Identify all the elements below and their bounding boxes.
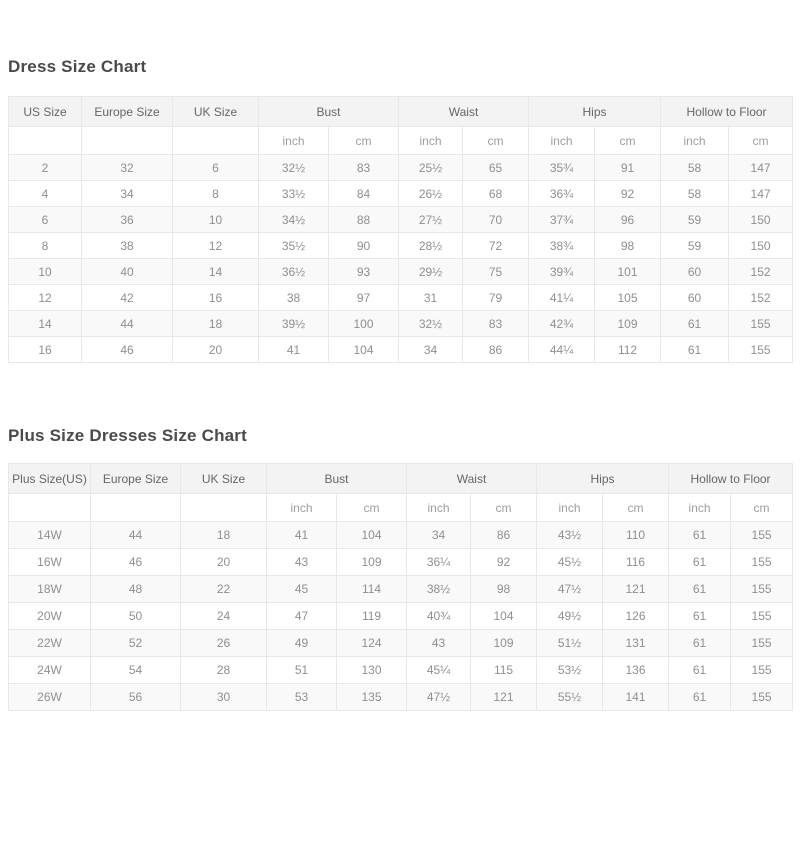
table-cell: 96 [595,207,661,233]
table-cell: 36¾ [529,181,595,207]
table-cell: 18W [9,576,91,603]
table-cell: 121 [603,576,669,603]
table-cell: 38¾ [529,233,595,259]
table-cell: 61 [669,603,731,630]
table-cell: 28½ [399,233,463,259]
unit-header-inch: inch [537,494,603,522]
table-row [9,181,793,207]
table-cell: 34 [82,181,173,207]
table-cell: 18 [181,522,267,549]
table-cell: 150 [729,233,793,259]
table-cell: 8 [173,181,259,207]
dress-size-table-body [9,155,793,363]
column-header-bust: Bust [259,97,399,127]
table-cell: 155 [731,522,793,549]
unit-header-cm: cm [471,494,537,522]
table-cell: 84 [329,181,399,207]
table-cell: 26W [9,684,91,711]
unit-header-cm: cm [329,127,399,155]
table-cell: 27½ [399,207,463,233]
table-cell: 43½ [537,522,603,549]
unit-header-inch: inch [399,127,463,155]
table-cell: 68 [463,181,529,207]
table-cell: 24 [181,603,267,630]
table-cell: 105 [595,285,661,311]
column-header-us-size: US Size [9,97,82,127]
table-cell: 8 [9,233,82,259]
table-cell: 32½ [399,311,463,337]
dress-size-table [8,96,793,363]
table-cell: 114 [337,576,407,603]
table-cell: 104 [471,603,537,630]
unit-header-inch: inch [529,127,595,155]
table-cell: 28 [181,657,267,684]
table-row [9,522,793,549]
table-cell: 109 [337,549,407,576]
table-cell: 25½ [399,155,463,181]
table-cell: 104 [329,337,399,363]
table-cell: 59 [661,207,729,233]
table-cell: 12 [173,233,259,259]
table-cell: 155 [731,576,793,603]
table-cell: 97 [329,285,399,311]
table-cell: 31 [399,285,463,311]
table-cell: 51½ [537,630,603,657]
table-cell: 40 [82,259,173,285]
empty-header-cell [173,127,259,155]
dress-size-table-header [9,97,793,155]
table-cell: 135 [337,684,407,711]
table-cell: 34½ [259,207,329,233]
page-content [0,57,800,711]
table-cell: 46 [91,549,181,576]
table-cell: 75 [463,259,529,285]
table-cell: 36½ [259,259,329,285]
table-cell: 61 [669,576,731,603]
table-cell: 155 [731,603,793,630]
table-row [9,549,793,576]
table-cell: 51 [267,657,337,684]
plus-size-table-header [9,464,793,522]
column-header-europe-size: Europe Size [82,97,173,127]
table-cell: 44¼ [529,337,595,363]
table-cell: 6 [173,155,259,181]
table-cell: 34 [407,522,471,549]
table-cell: 38½ [407,576,471,603]
table-cell: 110 [603,522,669,549]
table-cell: 41 [259,337,329,363]
empty-header-cell [181,494,267,522]
table-cell: 48 [91,576,181,603]
table-cell: 26½ [399,181,463,207]
unit-header-cm: cm [731,494,793,522]
table-cell: 37¾ [529,207,595,233]
table-cell: 35¾ [529,155,595,181]
table-row [9,657,793,684]
table-cell: 47 [267,603,337,630]
table-cell: 45¼ [407,657,471,684]
column-header-hips: Hips [537,464,669,494]
table-cell: 147 [729,155,793,181]
column-header-bust: Bust [267,464,407,494]
table-cell: 42¾ [529,311,595,337]
table-cell: 16W [9,549,91,576]
table-cell: 155 [731,657,793,684]
table-cell: 147 [729,181,793,207]
table-cell: 126 [603,603,669,630]
table-cell: 45 [267,576,337,603]
table-cell: 61 [661,311,729,337]
table-cell: 72 [463,233,529,259]
table-cell: 36¼ [407,549,471,576]
table-cell: 20 [181,549,267,576]
table-cell: 115 [471,657,537,684]
header-row [9,464,793,494]
table-cell: 155 [731,684,793,711]
table-cell: 14 [173,259,259,285]
table-cell: 14W [9,522,91,549]
table-row [9,684,793,711]
table-cell: 45½ [537,549,603,576]
table-cell: 54 [91,657,181,684]
column-header-plus-size-us: Plus Size(US) [9,464,91,494]
unit-header-inch: inch [669,494,731,522]
table-cell: 56 [91,684,181,711]
table-cell: 155 [729,337,793,363]
table-cell: 83 [463,311,529,337]
table-cell: 24W [9,657,91,684]
table-cell: 30 [181,684,267,711]
table-cell: 116 [603,549,669,576]
table-cell: 104 [337,522,407,549]
table-row [9,155,793,181]
table-cell: 22W [9,630,91,657]
table-cell: 6 [9,207,82,233]
table-cell: 131 [603,630,669,657]
table-cell: 33½ [259,181,329,207]
table-cell: 100 [329,311,399,337]
table-cell: 44 [91,522,181,549]
table-cell: 4 [9,181,82,207]
unit-header-inch: inch [259,127,329,155]
table-cell: 43 [267,549,337,576]
unit-header-cm: cm [729,127,793,155]
table-row [9,337,793,363]
table-cell: 60 [661,285,729,311]
table-cell: 58 [661,155,729,181]
table-cell: 91 [595,155,661,181]
table-cell: 98 [595,233,661,259]
unit-header-cm: cm [463,127,529,155]
table-cell: 152 [729,259,793,285]
unit-header-cm: cm [595,127,661,155]
table-cell: 61 [669,630,731,657]
column-header-waist: Waist [399,97,529,127]
table-cell: 50 [91,603,181,630]
table-cell: 46 [82,337,173,363]
table-cell: 150 [729,207,793,233]
table-cell: 61 [661,337,729,363]
table-cell: 92 [471,549,537,576]
table-cell: 141 [603,684,669,711]
table-cell: 38 [259,285,329,311]
table-cell: 14 [9,311,82,337]
table-cell: 101 [595,259,661,285]
table-cell: 44 [82,311,173,337]
table-cell: 119 [337,603,407,630]
empty-header-cell [9,127,82,155]
column-header-waist: Waist [407,464,537,494]
table-row [9,576,793,603]
table-cell: 130 [337,657,407,684]
table-cell: 83 [329,155,399,181]
table-cell: 152 [729,285,793,311]
table-cell: 155 [731,630,793,657]
table-row [9,233,793,259]
table-cell: 93 [329,259,399,285]
table-cell: 47½ [407,684,471,711]
plus-size-chart-title: Plus Size Dresses Size Chart [8,426,247,445]
empty-header-cell [82,127,173,155]
table-cell: 86 [463,337,529,363]
table-cell: 29½ [399,259,463,285]
plus-size-table [8,463,793,711]
table-cell: 12 [9,285,82,311]
table-cell: 155 [731,549,793,576]
table-cell: 40¾ [407,603,471,630]
table-row [9,603,793,630]
table-cell: 53 [267,684,337,711]
table-cell: 79 [463,285,529,311]
table-cell: 65 [463,155,529,181]
table-cell: 20 [173,337,259,363]
dress-size-chart-title: Dress Size Chart [8,57,147,76]
table-cell: 49 [267,630,337,657]
table-cell: 59 [661,233,729,259]
table-cell: 26 [181,630,267,657]
table-cell: 22 [181,576,267,603]
table-cell: 35½ [259,233,329,259]
table-cell: 98 [471,576,537,603]
table-cell: 61 [669,522,731,549]
unit-header-row [9,494,793,522]
table-cell: 43 [407,630,471,657]
table-cell: 34 [399,337,463,363]
table-cell: 52 [91,630,181,657]
table-cell: 10 [173,207,259,233]
column-header-uk-size: UK Size [181,464,267,494]
table-cell: 155 [729,311,793,337]
column-header-europe-size: Europe Size [91,464,181,494]
table-cell: 39¾ [529,259,595,285]
table-cell: 70 [463,207,529,233]
plus-size-table-body [9,522,793,711]
table-row [9,285,793,311]
table-cell: 39½ [259,311,329,337]
table-cell: 47½ [537,576,603,603]
table-cell: 32½ [259,155,329,181]
table-cell: 16 [9,337,82,363]
unit-header-cm: cm [603,494,669,522]
unit-header-row [9,127,793,155]
table-cell: 60 [661,259,729,285]
empty-header-cell [91,494,181,522]
column-header-hollow-to-floor: Hollow to Floor [669,464,793,494]
table-cell: 136 [603,657,669,684]
table-cell: 92 [595,181,661,207]
table-cell: 58 [661,181,729,207]
table-cell: 10 [9,259,82,285]
table-cell: 109 [595,311,661,337]
column-header-hollow-to-floor: Hollow to Floor [661,97,793,127]
column-header-uk-size: UK Size [173,97,259,127]
table-cell: 32 [82,155,173,181]
table-cell: 55½ [537,684,603,711]
unit-header-inch: inch [407,494,471,522]
table-cell: 42 [82,285,173,311]
table-cell: 41¼ [529,285,595,311]
table-row [9,311,793,337]
column-header-hips: Hips [529,97,661,127]
table-cell: 112 [595,337,661,363]
table-cell: 61 [669,684,731,711]
table-row [9,207,793,233]
table-cell: 121 [471,684,537,711]
table-cell: 2 [9,155,82,181]
table-row [9,630,793,657]
unit-header-cm: cm [337,494,407,522]
header-row [9,97,793,127]
table-cell: 61 [669,549,731,576]
table-cell: 53½ [537,657,603,684]
table-cell: 49½ [537,603,603,630]
table-cell: 20W [9,603,91,630]
table-cell: 41 [267,522,337,549]
table-cell: 109 [471,630,537,657]
table-cell: 38 [82,233,173,259]
table-cell: 88 [329,207,399,233]
table-cell: 90 [329,233,399,259]
unit-header-inch: inch [661,127,729,155]
table-cell: 18 [173,311,259,337]
unit-header-inch: inch [267,494,337,522]
empty-header-cell [9,494,91,522]
table-cell: 124 [337,630,407,657]
table-cell: 61 [669,657,731,684]
table-cell: 86 [471,522,537,549]
table-row [9,259,793,285]
table-cell: 16 [173,285,259,311]
table-cell: 36 [82,207,173,233]
